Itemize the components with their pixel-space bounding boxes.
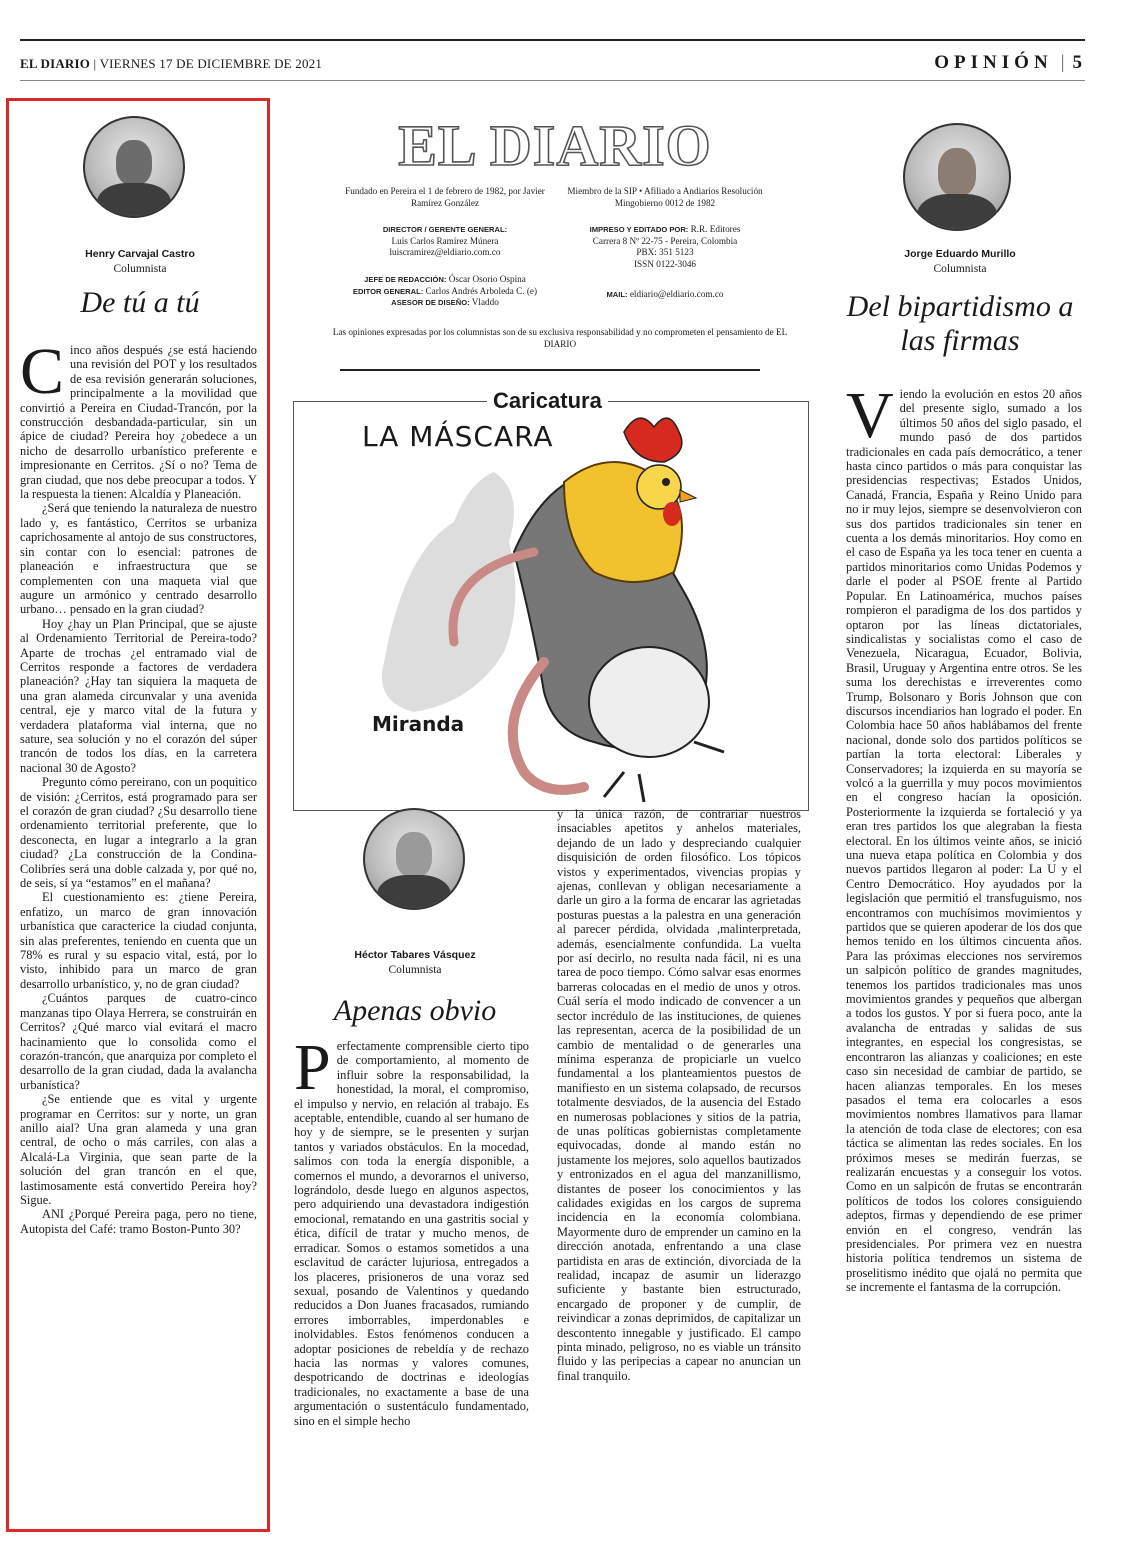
masthead-mail: MAIL: eldiario@eldiario.com.co bbox=[606, 289, 724, 299]
column-body bbox=[20, 343, 257, 1523]
drop-cap: P bbox=[294, 1039, 331, 1104]
paragraph: Hoy ¿hay un Plan Principal, que se ajuste al Ordenamiento Territorial de Pereira-todo? Aparte de trochas ¿el entramado vial de Cerritos responde a factores de verdadera planeación? ¿Hay tan siquiera la maqueta de una gran alameda circunvalar y una avenida central, eje y marco vital de la futura y verdadera plataforma vial interna, que no sature, sea solución y no el corazón del súper trancón de todos los días, en la carretera nacional 30 de Agosto? bbox=[20, 616, 257, 775]
paragraph: Perfectamente comprensible cierto tipo de comportamiento, al momento de influir sobre la responsabilidad, la honestidad, la moral, el compromiso, el impulso y nervio, en relación al trabajo. Es aceptable, entendible, cuando al ser humano de hoy y de siempre, se le presenten y surjan tantos y variados obstáculos. En la mocedad, salimos con toda la energía disponible, a comernos el mundo, a devorarnos el universo, lográndolo, desde luego en algunos aspectos, pero adquiriendo una devastadora indigestión emocional, rematando en una gastritis social y ética, difícil de tratar y mucho menos, de erradicar. Somos o estamos sometidos a una esclavitud de carácter lujuriosa, entregados a los placeres, prisioneros de una voraz sed sexual, posando de Valentinos y quedando reducidos a Don Juanes fracasados, rumiando errores imborrables, imperdonables e inolvidables. Estos fenómenos conducen a adoptar posiciones de rebeldía y de rechazo hacia las normas y valores comunes, despotricando de doctrinas e ideologías tradicionales, no exactamente a base de una argumentación o sustentáculo fundamentado, sino en el simple hecho bbox=[294, 1039, 529, 1428]
header-paper: EL DIARIO bbox=[20, 56, 91, 71]
header-date: VIERNES 17 DE DICIEMBRE DE 2021 bbox=[99, 56, 323, 71]
paragraph: ¿Cuántos parques de cuatro-cinco manzanas tipo Olaya Herrera, se construirán en Cerritos? ¿Qué marco vial evitará el macro hacinamiento que lo consolida como el corazón-trancón, que anarquiza por completo el desarrollo de la gran ciudad, dada la avalancha urbanística? bbox=[20, 991, 257, 1092]
column-body bbox=[846, 387, 1082, 1527]
paragraph: Pregunto cómo pereirano, con un poquitico de visión: ¿Cerritos, está programado para ser el corazón de gran ciudad? ¿Su desarrollo tiene ordenamiento territorial preferente, que lo desconecta, en lugar a integrarlo a la gran ciudad? ¿La construcción de la Condina-Colibríes será una doble calzada y, por qué no, de seis, sí ya “estamos” en el mañana? bbox=[20, 775, 257, 891]
paragraph: y la única razón, de contrariar nuestros insaciables apetitos y anhelos materiales, dejando de un lado y despreciando cualquier disquisición de orden filosófico. Los tópicos vistos y experimentados, vivencias propias y ajenas, conllevan y obligan necesariamente a darle un giro a la forma de encarar las agrietadas posturas puestas a la palestra en una generación al parecer pérdida, olvidada ,malinterpretada, además, esencialmente confundida. La vuelta por así decirlo, no resulta nada fácil, ni es una tarea de poco tiempo. Cómo salvar esas enormes barreras colocadas en el medio de unos y otros. Cuál sería el modo indicado de convencer a un sector incrédulo de las instituciones, de quienes las representan, acerca de la posibilidad de un cambio de mentalidad o de generarles una mínima esperanza de propiciarle un vuelco fundamental a los planteamientos puestos de manifiesto en un sistema colapsado, de recursos totalmente desviados, de la ausencia del Estado en numerosas poblaciones y sitios de la patria, de unas políticas gobiernistas completamente equivocadas, donde al mando están no justamente los mejores, solo aquellos bautizados y entronizados en el agua del manzanillismo, distantes de poseer los conocimientos y las calidades exigidas en los cargos de suprema incidencia en la economía colombiana. Mayormente duro de emprender un camino en la dirección anotada, enfrentando a una clase partidista en aras de extinción, divorciada de la realidad, incapaz de asumir un liderazgo suficiente y bastante bien estructurado, encargado de proponer y de cumplir, de reivindicar a zonas deprimidos, de capitalizar un descontento innegable y justificado. El campo pinta minado, peligroso, no es viable un tránsito fluido y las peripecias a capear no anuncian un final tranquilo. bbox=[557, 807, 801, 1383]
author-name: Héctor Tabares Vásquez bbox=[354, 949, 476, 961]
cartoon-label: Caricatura bbox=[487, 388, 608, 414]
column-title: De tú a tú bbox=[80, 286, 200, 319]
masthead-rule bbox=[340, 369, 760, 371]
column-title: Apenas obvio bbox=[333, 994, 497, 1027]
author-photo-henry bbox=[83, 116, 185, 218]
author-name: Henry Carvajal Castro bbox=[85, 248, 195, 260]
cartoon-frame bbox=[293, 401, 809, 811]
paragraph: ¿Será que teniendo la naturaleza de nuestro lado y, es fantástico, Cerritos se urbaniza caprichosamente al antojo de sus constructores, sin contar con lo esencial: patrones de planeación e infraestructura que se complementen con una maqueta vial que augure un armónico y centrado desarrollo urbano… pensado en la gran ciudad? bbox=[20, 501, 257, 617]
page-number: 5 bbox=[1072, 52, 1087, 73]
column-title: Del bipartidismo a las firmas bbox=[846, 290, 1074, 357]
cartoon-title: LA MÁSCARA bbox=[362, 420, 554, 453]
author-name: Jorge Eduardo Murillo bbox=[904, 248, 1016, 260]
author-photo-hector bbox=[363, 808, 465, 910]
cartoon-signature: Miranda bbox=[372, 712, 465, 736]
drop-cap: V bbox=[846, 387, 894, 452]
header-section: OPINIÓN | 5 bbox=[934, 52, 1087, 73]
masthead-director: DIRECTOR / GERENTE GENERAL: Luis Carlos Ramírez Múnera luiscramirez@eldiario.com.co bbox=[382, 225, 508, 257]
masthead-staff: JEFE DE REDACCIÓN: Óscar Osorio Ospina EDITOR GENERAL: Carlos Andrés Arboleda C. (e) ASESOR DE DISEÑO: Vladdo bbox=[352, 274, 538, 307]
column-body bbox=[294, 1039, 529, 1527]
author-role: Columnista bbox=[113, 263, 167, 275]
top-rule bbox=[20, 39, 1085, 41]
paragraph: Cinco años después ¿se está haciendo una revisión del POT y los resultados de esa revisión generarán soluciones, principalmente a la movilidad que convirtió a Pereira en Ciudad-Trancón, por la construcción desbandada-particular, sin un ápice de ciudad? Pereira hoy ¿obedece a un nicho de desarrollo urbanístico preferente e impresionante en Cerritos. ¿Sí o no? Tema de gran ciudad, que nos debe preocupar a todos. Y la respuesta la tienen: Alcaldía y Planeación. bbox=[20, 343, 257, 502]
header-dateline: EL DIARIO | VIERNES 17 DE DICIEMBRE DE 2021 bbox=[20, 56, 323, 71]
masthead-disclaimer: Las opiniones expresadas por los columnistas son de su exclusiva responsabilidad y no comprometen el pensamiento de EL DIARIO bbox=[332, 327, 788, 349]
masthead-printer: IMPRESO Y EDITADO POR: R.R. Editores Carrera 8 Nº 22-75 - Pereira, Colombia PBX: 351 5123 ISSN 0122-3046 bbox=[589, 224, 741, 269]
paragraph: El cuestionamiento es: ¿tiene Pereira, enfatizo, un marco de gran innovación urbanística que caracterice la ciudad conjunta, sin alas preferentes, teniendo en cuenta que un 78% es rural y su espacio vital, está, por lo visto, inhibido para un marco de gran desarrollo urbanístico, y, no de gran ciudad? bbox=[20, 890, 257, 991]
author-role: Columnista bbox=[388, 964, 442, 976]
paragraph: ¿Se entiende que es vital y urgente programar en Cerritos: sur y norte, un gran anillo aial? Una gran alameda y una gran central, de ocho o más carriles, con alas a Alcalá-La Virginia, que sean parte de la solución del gran trancón en el que, lastimosamente está convertido Pereira hoy? Sigue. bbox=[20, 1092, 257, 1207]
drop-cap: C bbox=[20, 343, 65, 408]
masthead-member: Miembro de la SIP • Afiliado a Andiarios Resolución Mingobierno 0012 de 1982 bbox=[567, 186, 763, 208]
paragraph: ANI ¿Porqué Pereira paga, pero no tiene, Autopista del Café: tramo Boston-Punto 30? bbox=[20, 1207, 257, 1236]
cartoon-illustration bbox=[294, 402, 809, 811]
author-photo-jorge bbox=[903, 123, 1011, 231]
column-body-continued bbox=[557, 807, 801, 1527]
header-rule bbox=[20, 80, 1085, 81]
masthead-founded: Fundado en Pereira el 1 de febrero de 1982, por Javier Ramírez González bbox=[345, 186, 545, 208]
masthead-logo: EL DIARIO bbox=[398, 113, 712, 178]
author-role: Columnista bbox=[933, 263, 987, 275]
paragraph: Viendo la evolución en estos 20 años del presente siglo, sumado a los últimos 50 años del siglo pasado, el mundo pasó de dos partidos tradicionales en cada país democrático, a tener hasta cinco partidos o más para conquistar las presidencias respectivas; Estados Unidos, Canadá, Francia, España y Reino Unido para no ir muy lejos, siempre se desenvolvieron con sus dos partidos tradicionales sin tener en cuenta a los demás minoritarios. Hoy como en el caso de España ya les toca tener en cuenta a partidos minoritarios como Unidas Podemos y darle el poder al PSOE frente al Partido Popular. En Latinoamérica, muchos países rompieron el paradigma de los dos partidos y optaron por las líneas dictatoriales, sindicalistas y socialistas como el caso de Venezuela, Nicaragua, Ecuador, Bolivia, Brasil, Uruguay y Argentina entre otros. Se les suma los derechistas e irreverentes como Trump, Bolsonaro y Boris Johnson que con discursos incendiarios han logrado el poder. En Colombia hace 50 años hablábamos del frente nacional, donde solo dos partidos políticos se partían la torta electoral: Liberales y Conservadores; la izquierda en su mayoría se volcó a la guerrilla y muy pocos movimientos en el congreso hacían la oposición. Posteriormente la izquierda se fortaleció y ya eran tres partidos los que alegraban la fiesta electoral. En los últimos veinte años, se inició una nueva etapa política en Colombia y dos nuevos partidos llegaron al poder: La U y el Centro Democrático. Hoy ayudados por la legislación que permitió el transfuguismo, nos encontramos con muchísimos movimientos y partidos que se quieren apoderar de los dos que hemos tenido en los últimos cincuenta años. Para las próximas elecciones nos serviremos un salpicón político de grandes magnitudes, tenemos los partidos tradicionales mas unos movimientos grandes y pequeños que albergan a todos los gustos. Y por si fuera poco, ante la avalancha de entradas y salidas de sus integrantes, en especial los congresistas, se encontraron las alianzas y coaliciones; en este caso sin necesidad de cambiar de partido, se hacen alianzas temporales. En los meses pasados el tema era colocarles a esos movimientos nombres llamativos para llamar la atención de toda clase de electores; con esa táctica se alimentan las redes sociales. En los próximos meses se medirán fuerzas, se realizarán encuestas y a conseguir los votos. Como en un salpicón de frutas se encontrarán políticos de todos los colores consiguiendo adeptos, firmas y dependiendo de ese primer envión en el congreso, vendrán las presidenciales. Por primera vez en nuestra historia política tendremos un sistema de proselitismo inédito que ojalá no permita que se incremente el fantasma de la corrupción. bbox=[846, 387, 1082, 1295]
section-name: OPINIÓN bbox=[934, 52, 1053, 73]
